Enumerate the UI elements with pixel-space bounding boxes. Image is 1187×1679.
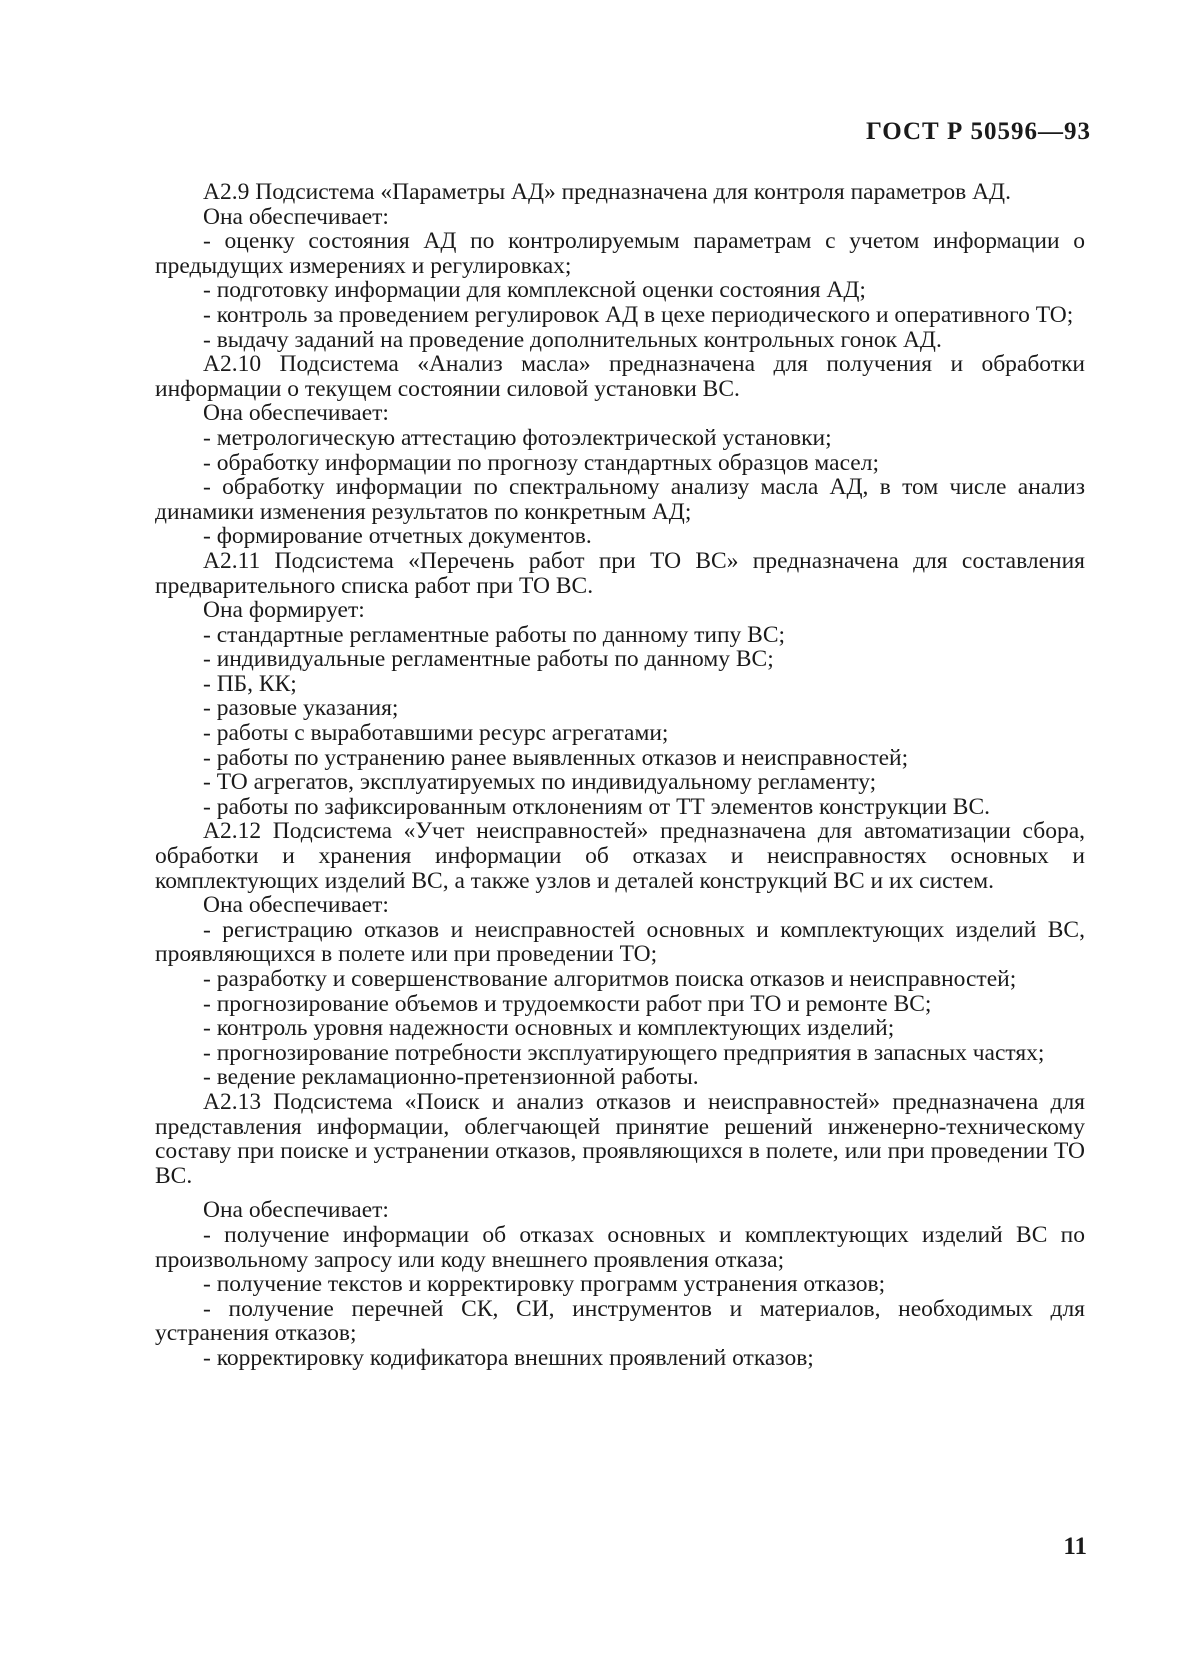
document-body (155, 180, 1085, 1371)
list-item: - ведение рекламационно-претензионной работы. (203, 1064, 699, 1091)
list-intro: Она обеспечивает: (203, 400, 389, 427)
list-item: - выдачу заданий на проведение дополнительных контрольных гонок АД. (203, 326, 942, 353)
list-item: - обработку информации по прогнозу стандартных образцов масел; (203, 449, 879, 476)
list-item: - работы по устранению ранее выявленных отказов и неисправностей; (203, 744, 909, 771)
paragraph-a2-13: А2.13 Подсистема «Поиск и анализ отказов и неисправностей» предназначена для представления информации, облегчающей принятие решений инженерно-техническому составу при поиске и устранении отказов, проявляющихся в полете, или при проведении ТО ВС. (155, 1088, 1085, 1189)
list-item: - контроль уровня надежности основных и комплектующих изделий; (203, 1015, 895, 1042)
list-item: - ПБ, КК; (203, 670, 297, 697)
document-header: ГОСТ Р 50596—93 (865, 118, 1091, 145)
list-item: - регистрацию отказов и неисправностей основных и комплектующих изделий ВС, проявляющихся в полете или при проведении ТО; (155, 916, 1085, 968)
list-item: - оценку состояния АД по контролируемым параметрам с учетом информации о предыдущих измерениях и регулировках; (155, 228, 1085, 279)
list-item: - обработку информации по спектральному анализу масла АД, в том числе анализ динамики изменения результатов по конкретным АД; (155, 474, 1085, 525)
paragraph-a2-12: А2.12 Подсистема «Учет неисправностей» предназначена для автоматизации сбора, обработки и хранения информации об отказах и неисправностях основных и комплектующих изделий ВС, а также узлов и деталей конструкций ВС и их систем. (155, 818, 1085, 894)
list-item: - подготовку информации для комплексной оценки состояния АД; (203, 277, 866, 304)
list-item: - ТО агрегатов, эксплуатируемых по индивидуальному регламенту; (203, 769, 877, 796)
list-item: - работы по зафиксированным отклонениям от ТТ элементов конструкции ВС. (203, 793, 991, 820)
list-item: - работы с выработавшими ресурс агрегатами; (203, 720, 669, 747)
list-item: - корректировку кодификатора внешних проявлений отказов; (203, 1344, 814, 1371)
list-item: - получение текстов и корректировку программ устранения отказов; (203, 1271, 886, 1298)
list-item: - стандартные регламентные работы по данному типу ВС; (203, 621, 786, 648)
list-item: - разработку и совершенствование алгоритмов поиска отказов и неисправностей; (203, 966, 1017, 992)
list-intro: Она обеспечивает: (203, 892, 389, 919)
list-item: - индивидуальные регламентные работы по данному ВС; (203, 646, 774, 673)
list-item: - прогнозирование объемов и трудоемкости работ при ТО и ремонте ВС; (203, 990, 932, 1017)
paragraph-a2-9: А2.9 Подсистема «Параметры АД» предназначена для контроля параметров АД. (203, 179, 1011, 205)
list-item: - получение информации об отказах основных и комплектующих изделий ВС по произвольному запросу или коду внешнего проявления отказа; (155, 1221, 1085, 1273)
list-item: - метрологическую аттестацию фотоэлектрической установки; (203, 424, 832, 451)
list-item: - прогнозирование потребности эксплуатирующего предприятия в запасных частях; (203, 1039, 1045, 1066)
list-item: - получение перечней СК, СИ, инструментов и материалов, необходимых для устранения отказов; (155, 1295, 1085, 1347)
list-item: - формирование отчетных документов. (203, 523, 592, 550)
list-intro: Она формирует: (203, 597, 365, 624)
page-number: 11 (1063, 1533, 1087, 1560)
paragraph-a2-10: А2.10 Подсистема «Анализ масла» предназначена для получения и обработки информации о текущем состоянии силовой установки ВС. (155, 351, 1085, 402)
list-item: - контроль за проведением регулировок АД в цехе периодического и оперативного ТО; (203, 301, 1074, 328)
paragraph-a2-11: А2.11 Подсистема «Перечень работ при ТО ВС» предназначена для составления предварительного списка работ при ТО ВС. (155, 547, 1085, 599)
list-intro: Она обеспечивает: (203, 203, 389, 230)
list-item: - разовые указания; (203, 695, 399, 722)
list-intro: Она обеспечивает: (203, 1197, 389, 1224)
